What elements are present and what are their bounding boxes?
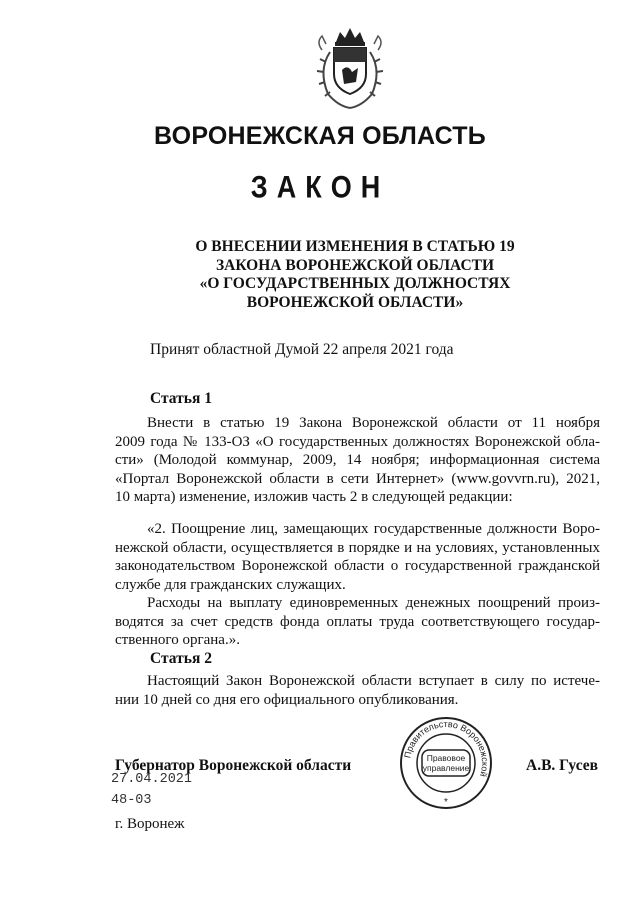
city: г. Воронеж [115, 816, 185, 832]
article-1-intro [115, 414, 600, 507]
article-1-quote-part-2 [115, 594, 600, 650]
law-title-line: О ВНЕСЕНИИ ИЗМЕНЕНИЯ В СТАТЬЮ 19 [195, 238, 515, 255]
signatory-name: А.В. Гусев [526, 757, 599, 774]
law-title [120, 238, 590, 312]
text-line: 2009 года № 133-ОЗ «О государственных должностях Воронежской обла- [115, 433, 600, 450]
law-title-line: «О ГОСУДАРСТВЕННЫХ ДОЛЖНОСТЯХ [199, 275, 511, 293]
text-line: нии 10 дней со дня его официального опубликования. [115, 691, 459, 708]
region-title: ВОРОНЕЖСКАЯ ОБЛАСТЬ [154, 122, 486, 150]
official-stamp-icon [398, 715, 494, 811]
text-line: нежской области, осуществляется в порядке и на условиях, установленных [115, 539, 600, 556]
text-line: Внести в статью 19 Закона Воронежской области от 11 ноября [147, 415, 600, 431]
text-line: законодательством Воронежской области о государственной гражданской [115, 558, 600, 575]
article-1-heading: Статья 1 [150, 390, 212, 407]
text-line: «2. Поощрение лиц, замещающих государственные должности Воро- [147, 521, 600, 537]
text-line: сти» (Молодой коммунар, 2009, 14 ноября; информационная система [115, 452, 600, 469]
signatory-title: Губернатор Воронежской области [115, 757, 352, 774]
text-line: службе для гражданских служащих. [115, 576, 346, 593]
law-title-line: ВОРОНЕЖСКОЙ ОБЛАСТИ» [246, 293, 464, 311]
registration-number: 48-03 [111, 793, 152, 808]
document-type: ЗАКОН [250, 169, 390, 205]
text-line: Настоящий Закон Воронежской области вступает в силу по истече- [147, 673, 600, 689]
article-1-quote-part-1 [115, 520, 600, 594]
text-line: Расходы на выплату единовременных денежных поощрений произ- [147, 595, 600, 611]
article-2-heading: Статья 2 [150, 650, 212, 667]
stamp-ring-text: Правительство Воронежской [402, 718, 491, 779]
text-line: 10 марта) изменение, изложив часть 2 в следующей редакции: [115, 489, 513, 506]
registration-date: 27.04.2021 [111, 772, 193, 787]
adoption-note: Принят областной Думой 22 апреля 2021 года [150, 341, 454, 358]
voronezh-coat-of-arms-icon [312, 22, 388, 114]
text-line: ственного органа.». [115, 632, 240, 649]
article-2-text [115, 672, 600, 709]
text-line: водятся за счет средств фонда оплаты труда соответствующего государ- [115, 613, 600, 630]
text-line: «Портал Воронежской области в сети Интернет» (www.govvrn.ru), 2021, [115, 470, 600, 487]
stamp-center-line1: Правовое [426, 753, 466, 763]
stamp-center-line2: управление [422, 763, 470, 773]
law-title-line: ЗАКОНА ВОРОНЕЖСКОЙ ОБЛАСТИ [215, 256, 495, 274]
stamp-star: * [444, 797, 448, 808]
